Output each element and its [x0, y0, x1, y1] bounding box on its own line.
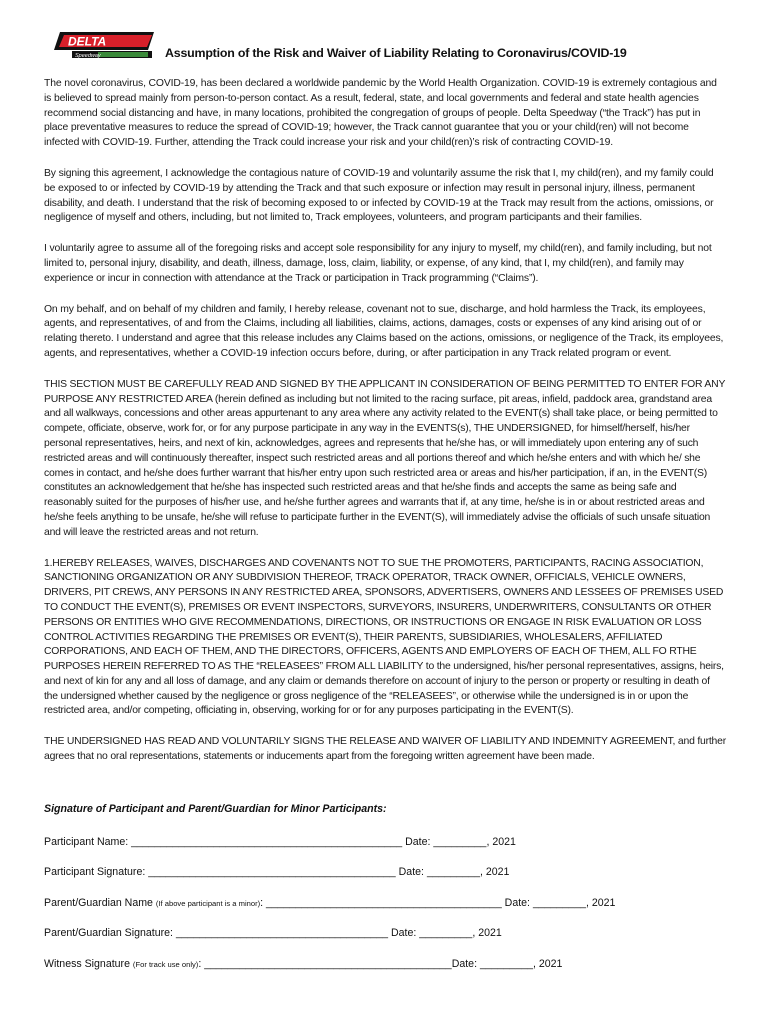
witness-signature-label: Witness Signature [44, 958, 130, 970]
participant-name-field[interactable]: ______________________________________________ [131, 836, 403, 848]
date-label: Date: [391, 927, 417, 939]
participant-signature-row [44, 866, 509, 878]
witness-signature-row: Witness Signature (For track use only): __________________________________________Date: _________, 2021 [44, 958, 563, 970]
paragraph-restricted-area: THIS SECTION MUST BE CAREFULLY READ AND SIGNED BY THE APPLICANT IN CONSIDERATION OF BEING PERMITTED TO ENTER FOR ANY PURPOSE ANY RESTRICTED AREA (herein defined as including but not limited to the racing surface, pit areas, infield, paddock area, grandstand area and all walkways, concessions and other areas appurtenant to any area where any activity related to the EVENT(s) shall take place, or being permitted to compete, officiate, observe, work for, or for any purpose participate in any way in the EVENTS(s), THE UNDERSIGNED, for himself/herself, his/her personal representatives, heirs, and next of kin, acknowledges, agrees and represents that he/she has, or will immediately upon entering any of such restricted areas and will continuously thereafter, inspect such restricted areas and all portions thereof and which he/she enters and with which he/ she comes in contact, and he/she does further warrant that his/her entry upon such restricted area or areas and his/her participation, if an, in the EVENT(S) constitutes an acknowledgement that he/she has inspected such restricted areas and that he/she finds and accepts the same as being safe and reasonably suited for the purposes of his/her use, and he/she further agrees and warrants that if, at any time, he/she is in or about restricted areas and he/she feels anything to be unsafe, he/she will refuse to participate further in the EVENT(S), will immediately advise the officials of such unsafe situation and will leave the restricted areas and not return. [44, 378, 725, 538]
participant-signature-date-field[interactable]: _________ [426, 866, 480, 878]
year-text: , 2021 [585, 897, 616, 909]
year-text: , 2021 [479, 866, 510, 878]
paragraph-release: On my behalf, and on behalf of my children and family, I hereby release, covenant not to sue, discharge, and hold harmless the Track, its employees, agents, and representatives, of and from the Claims, including all liabilities, claims, actions, damages, costs or expenses of any kind arising out of or relating thereto. I understand and agree that this release includes any Claims based on the actions, omissions, or negligence of the Track, its employees, agents, and representatives, whether a COVID-19 infection occurs before, during, or after participation in any Track related program or event. [44, 303, 724, 359]
date-label: Date: [504, 897, 530, 909]
document-body [44, 77, 726, 781]
year-text: , 2021 [533, 958, 563, 970]
guardian-name-label: Parent/Guardian Name [44, 897, 153, 909]
guardian-name-row: Parent/Guardian Name (If above participant is a minor): ________________________________________ Date: _________, 2021 [44, 897, 616, 909]
logo-text: DELTA [68, 34, 107, 49]
participant-signature-label: Participant Signature: [44, 866, 146, 878]
guardian-signature-row [44, 927, 502, 939]
date-label: Date: [451, 958, 478, 970]
paragraph-covid-intro: The novel coronavirus, COVID-19, has been declared a worldwide pandemic by the World Health Organization. COVID-19 is extremely contagious and is believed to spread mainly from person-to-person contact. As a result, federal, state, and local governments and federal and state health agencies recommend social distancing and have, in many locations, prohibited the congregation of groups of people. Delta Speedway (“the Track”) has put in place preventative measures to reduce the spread of COVID-19; however, the Track cannot guarantee that you or your child(ren) will not become infected with COVID-19. Further, attending the Track could increase your risk and your child(ren)’s risk of contracting COVID-19. [44, 78, 717, 149]
date-label: Date: [405, 836, 431, 848]
year-text: , 2021 [472, 927, 502, 939]
participant-name-label: Participant Name: [44, 836, 129, 848]
signature-heading: Signature of Participant and Parent/Guardian for Minor Participants: [44, 803, 387, 815]
guardian-name-field[interactable]: ________________________________________ [266, 897, 502, 909]
participant-signature-field[interactable]: __________________________________________ [148, 866, 396, 878]
delta-speedway-logo [50, 28, 160, 62]
paragraph-assume-risk: I voluntarily agree to assume all of the foregoing risks and accept sole responsibility for any injury to myself, my child(ren), and family including, but not limited to, personal injury, disability, and death, illness, damage, loss, claim, liability, or expense, of any kind, that I, my child(ren), and family may experience or incur in connection with attendance at the Track or participation in Track programming (“Claims”). [44, 243, 712, 284]
year-text: , 2021 [486, 836, 516, 848]
date-label: Date: [398, 866, 424, 878]
participant-name-date-field[interactable]: _________ [433, 836, 487, 848]
participant-name-row [44, 836, 516, 848]
paragraph-acknowledgement: By signing this agreement, I acknowledge the contagious nature of COVID-19 and voluntarily assume the risk that I, my child(ren), and my family could be exposed to or infected by COVID-19 by attending the Track and that such exposure or infection may result in personal injury, illness, permanent disability, and death. I understand that the risk of becoming exposed to or infected by COVID-19 at the Track may result from the actions, omissions, or negligence of myself and others, including, but not limited to, Track employees, volunteers, and program participants and their families. [44, 167, 714, 224]
guardian-name-note: (If above participant is a minor) [155, 899, 261, 908]
witness-signature-field[interactable]: __________________________________________ [204, 958, 452, 970]
guardian-name-date-field[interactable]: _________ [532, 897, 586, 909]
witness-signature-note: (For track use only) [132, 960, 199, 969]
document-title: Assumption of the Risk and Waiver of Liability Relating to Coronavirus/COVID-19 [165, 46, 627, 60]
witness-signature-date-field[interactable]: _________ [479, 958, 533, 970]
paragraph-releasees: 1.HEREBY RELEASES, WAIVES, DISCHARGES AND COVENANTS NOT TO SUE THE PROMOTERS, PARTICIPANTS, RACING ASSOCIATION, SANCTIONING ORGANIZATION OR ANY SUBDIVISION THEREOF, TRACK OPERATOR, TRACK OWNER, OFFICIALS, VEHICLE OWNERS, DRIVERS, PIT CREWS, ANY PERSONS IN ANY RESTRICTED AREA, SPONSORS, ADVERTISERS, OWNERS AND LESSEES OF PREMISES USED TO CONDUCT THE EVENT(S), PREMISES OR EVENT INSPECTORS, SURVEYORS, INSURERS, UNDERWRITERS, CONSULTANTS OR OTHER PERSONS OR ENTITIES WHO GIVE RECOMMENDATIONS, DIRECTIONS, OR INSTRUCTIONS OR ENGAGE IN RISK EVALUATION OR LOSS CONTROL ACTIVITIES REGARDING THE PREMISES OR EVENT(S), THEIR PARENTS, SUBSIDIARIES, WHOLESALERS, AFFILIATED CORPORATIONS, AND EACH OF THEM, AND THE DIRECTORS, OFFICERS, AGENTS AND EMPLOYERS OF EACH OF THEM, ALL FO RTHE PURPOSES HEREIN REFERRED TO AS THE “RELEASEES” FROM ALL LIABILITY to the undersigned, his/her personal representatives, assigns, heirs, and next of kin for any and all loss of damage, and any claim or demands therefore on account of injury to the person or property or resulting in death of the undersigned whether caused by the negligence or gross negligence of the “RELEASEES”, or otherwise while the undersigned is in or upon the restricted area, and/or competing, officiating in, observing, working for or for any purposes participating in the EVENT(S). [44, 557, 724, 717]
logo-subtext: Speedway [75, 53, 101, 59]
guardian-signature-field[interactable]: ____________________________________ [175, 927, 389, 939]
paragraph-undersigned: THE UNDERSIGNED HAS READ AND VOLUNTARILY SIGNS THE RELEASE AND WAIVER OF LIABILITY AND INDEMNITY AGREEMENT, and further agrees that no oral representations, statements or inducements apart from the foregoing written agreement have been made. [44, 736, 726, 763]
guardian-signature-label: Parent/Guardian Signature: [44, 927, 173, 939]
guardian-signature-date-field[interactable]: _________ [419, 927, 473, 939]
